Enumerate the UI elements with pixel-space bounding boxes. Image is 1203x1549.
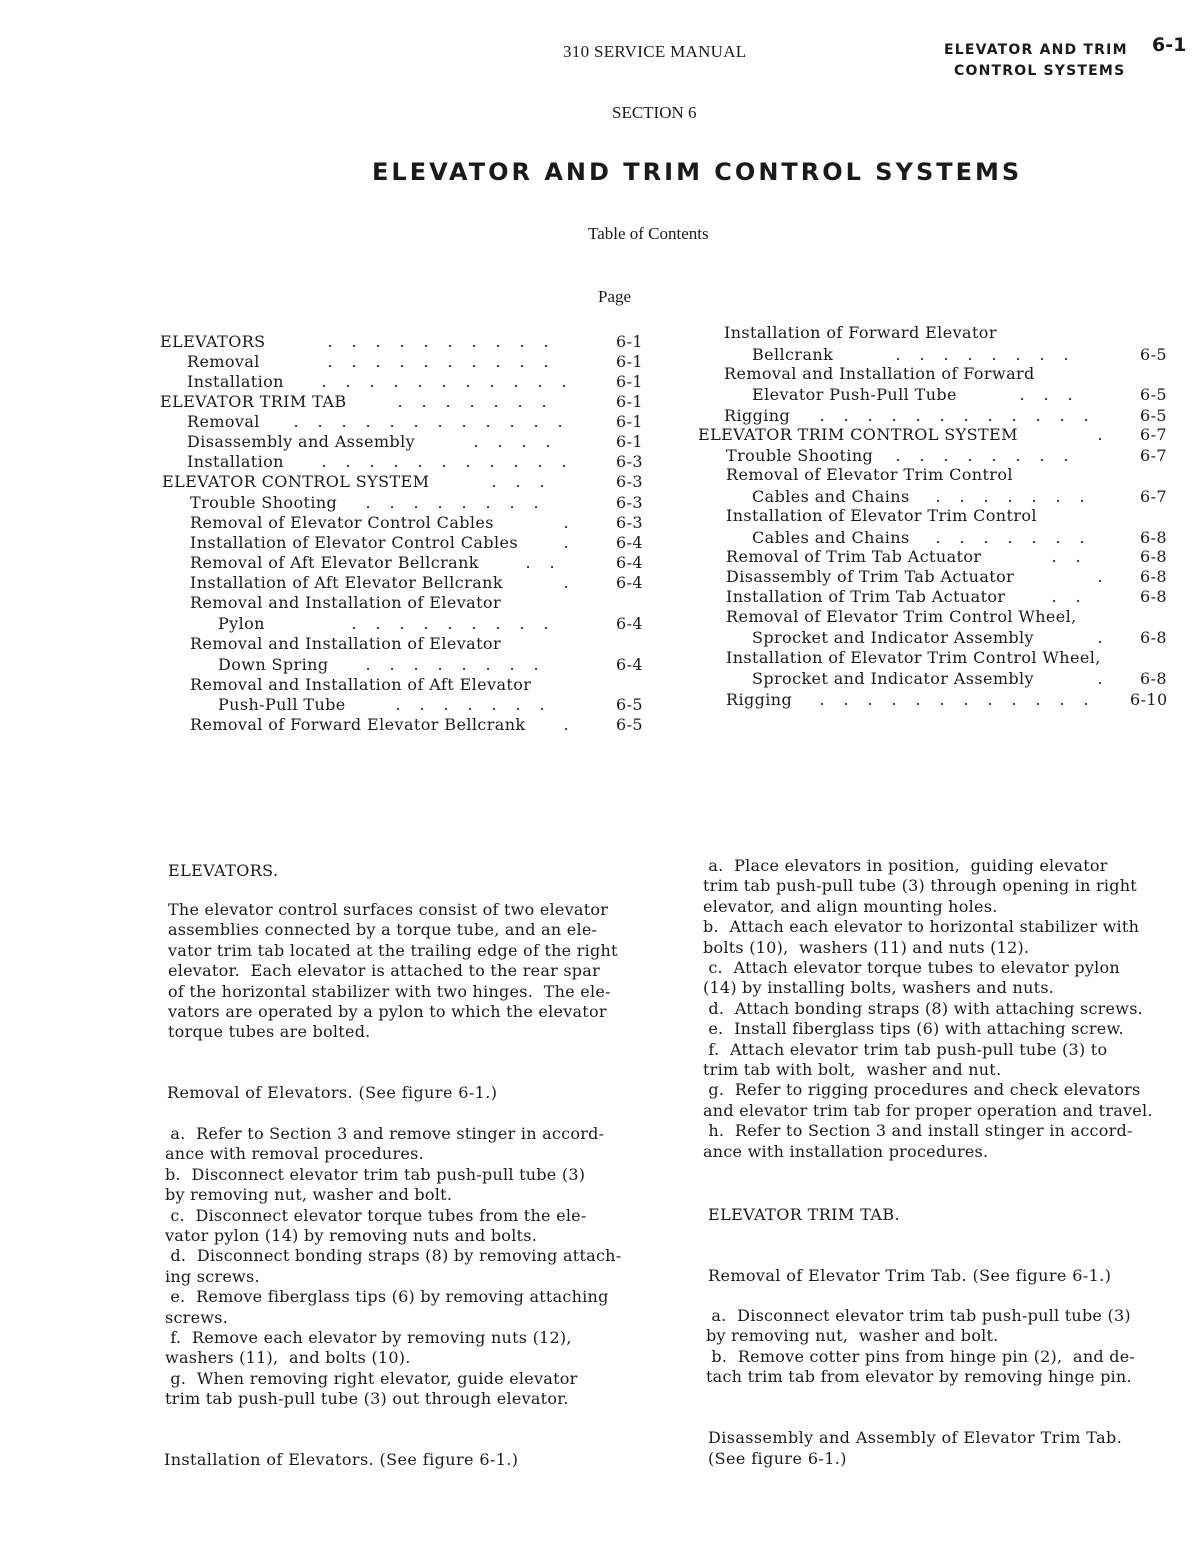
step-line: c. Disconnect elevator torque tubes from the ele-: [165, 1205, 587, 1225]
toc-entry-page: 6-7: [1140, 487, 1167, 506]
step-line: ance with removal procedures.: [165, 1144, 424, 1164]
section-label: SECTION 6: [612, 103, 697, 122]
paragraph-line: torque tubes are bolted.: [168, 1022, 371, 1042]
disassembly-heading-line2: (See figure 6-1.): [708, 1449, 847, 1468]
step-line: by removing nut, washer and bolt.: [706, 1326, 999, 1346]
toc-entry-page: 6-4: [616, 533, 643, 552]
step-line: ance with installation procedures.: [703, 1141, 989, 1161]
toc-entry-label: Disassembly and Assembly: [187, 432, 416, 451]
toc-entry-label: Rigging: [726, 690, 793, 709]
page-number: 6-1: [1152, 34, 1187, 56]
toc-entry-page: 6-8: [1140, 547, 1167, 566]
step-line: bolts (10), washers (11) and nuts (12).: [703, 937, 1030, 957]
step-line: a. Disconnect elevator trim tab push-pull tube (3): [706, 1306, 1131, 1325]
removal-steps: [165, 1124, 621, 1410]
toc-entry-label: Removal of Forward Elevator Bellcrank: [190, 715, 526, 734]
toc-entry-label: Sprocket and Indicator Assembly: [752, 669, 1034, 688]
toc-entry-page: 6-4: [616, 553, 643, 572]
step-line: (14) by installing bolts, washers and nuts.: [703, 978, 1055, 998]
installation-steps: [703, 856, 1153, 1162]
chapter-header-line1: ELEVATOR AND TRIM: [944, 42, 1128, 58]
step-line: a. Refer to Section 3 and remove stinger in accord-: [165, 1124, 605, 1143]
step-line: f. Remove each elevator by removing nuts (12),: [165, 1328, 572, 1348]
toc-entry-page: 6-1: [616, 352, 643, 371]
elevators-description: [168, 900, 618, 1043]
step-line: f. Attach elevator trim tab push-pull tube (3) to: [703, 1039, 1108, 1059]
toc-entry-label: Removal: [187, 412, 260, 431]
step-line: ing screws.: [165, 1266, 260, 1286]
elevator-trim-tab-heading: ELEVATOR TRIM TAB.: [708, 1205, 900, 1224]
installation-of-elevators-heading: Installation of Elevators. (See figure 6-1.): [164, 1450, 519, 1469]
toc-title: Table of Contents: [588, 224, 709, 243]
toc-entry-page: 6-10: [1130, 690, 1168, 709]
toc-entry-page: 6-1: [616, 372, 643, 391]
toc-entry-label: Elevator Push-Pull Tube: [752, 385, 957, 404]
toc-entry-label: ELEVATOR TRIM TAB: [160, 392, 347, 411]
step-line: vator pylon (14) by removing nuts and bolts.: [165, 1226, 538, 1246]
toc-entry-label: Pylon: [218, 614, 265, 633]
toc-entry-page: 6-8: [1140, 528, 1167, 547]
toc-entry-page: 6-5: [616, 715, 643, 734]
step-line: d. Disconnect bonding straps (8) by removing attach-: [165, 1246, 622, 1266]
toc-entry-page: 6-8: [1140, 669, 1167, 688]
step-line: g. When removing right elevator, guide elevator: [165, 1368, 578, 1388]
step-line: c. Attach elevator torque tubes to elevator pylon: [703, 958, 1120, 978]
removal-of-trim-tab-heading: Removal of Elevator Trim Tab. (See figure 6-1.): [708, 1266, 1112, 1285]
toc-entry-label: Removal and Installation of Elevator: [190, 634, 502, 653]
toc-entry-label: Removal: [187, 352, 260, 371]
toc-entry-label: Installation of Forward Elevator: [724, 323, 997, 342]
step-line: and elevator trim tab for proper operation and travel.: [703, 1100, 1153, 1120]
chapter-header: [944, 40, 1128, 82]
step-line: e. Remove fiberglass tips (6) by removing attaching: [165, 1287, 609, 1307]
step-line: b. Remove cotter pins from hinge pin (2), and de-: [706, 1346, 1136, 1366]
step-line: trim tab push-pull tube (3) out through elevator.: [165, 1389, 569, 1409]
paragraph-line: assemblies connected by a torque tube, and an ele-: [168, 920, 598, 940]
elevators-heading: ELEVATORS.: [168, 861, 279, 880]
toc-entry-label: Removal of Elevator Trim Control Wheel,: [726, 607, 1077, 626]
step-line: a. Place elevators in position, guiding elevator: [703, 856, 1108, 875]
toc-entry-page: 6-1: [616, 432, 643, 451]
step-line: by removing nut, washer and bolt.: [165, 1185, 453, 1205]
section-title: ELEVATOR AND TRIM CONTROL SYSTEMS: [372, 158, 1023, 186]
toc-entry-page: 6-7: [1140, 446, 1167, 465]
toc-page-column-label: Page: [598, 287, 632, 306]
toc-entry-page: 6-5: [616, 695, 643, 714]
toc-entry-page: 6-1: [616, 332, 643, 351]
toc-entry-label: Installation of Elevator Control Cables: [190, 533, 518, 552]
manual-title: 310 SERVICE MANUAL: [563, 42, 747, 61]
toc-entry-page: 6-8: [1140, 587, 1167, 606]
paragraph-line: of the horizontal stabilizer with two hinges. The ele-: [168, 981, 611, 1001]
toc-entry-page: 6-5: [1140, 385, 1167, 404]
toc-entry-label: Removal of Elevator Trim Control: [726, 465, 1013, 484]
toc-entry-label: Installation: [187, 372, 284, 391]
toc-entry-label: Removal and Installation of Aft Elevator: [190, 675, 532, 694]
toc-entry-page: 6-3: [616, 513, 643, 532]
toc-entry-page: 6-8: [1140, 567, 1167, 586]
step-line: d. Attach bonding straps (8) with attaching screws.: [703, 998, 1144, 1018]
toc-entry-page: 6-4: [616, 655, 643, 674]
toc-entry-label: Cables and Chains: [752, 528, 910, 547]
step-line: screws.: [165, 1307, 229, 1327]
paragraph-line: vator trim tab located at the trailing edge of the right: [168, 940, 618, 960]
toc-entry-page: 6-3: [616, 493, 643, 512]
toc-entry-label: Removal of Aft Elevator Bellcrank: [190, 553, 479, 572]
toc-entry-label: Trouble Shooting: [190, 493, 338, 512]
toc-entry-label: ELEVATOR TRIM CONTROL SYSTEM: [698, 425, 1018, 444]
toc-entry-label: ELEVATORS: [160, 332, 266, 351]
trim-tab-removal-steps: [706, 1306, 1135, 1388]
toc-entry-label: ELEVATOR CONTROL SYSTEM: [162, 472, 430, 491]
toc-entry-page: 6-7: [1140, 425, 1167, 444]
toc-entry-label: Bellcrank: [752, 345, 834, 364]
toc-entry-label: Removal of Trim Tab Actuator: [726, 547, 982, 566]
toc-entry-label: Removal and Installation of Forward: [724, 364, 1035, 383]
paragraph-line: The elevator control surfaces consist of two elevator: [168, 900, 609, 919]
step-line: g. Refer to rigging procedures and check elevators: [703, 1080, 1141, 1100]
toc-entry-page: 6-5: [1140, 345, 1167, 364]
toc-entry-label: Disassembly of Trim Tab Actuator: [726, 567, 1015, 586]
paragraph-line: vators are operated by a pylon to which the elevator: [168, 1002, 607, 1022]
toc-entry-label: Down Spring: [218, 655, 329, 674]
toc-entry-label: Removal of Elevator Control Cables: [190, 513, 494, 532]
toc-entry-page: 6-1: [616, 412, 643, 431]
toc-entry-page: 6-3: [616, 472, 643, 491]
toc-entry-page: 6-8: [1140, 628, 1167, 647]
toc-entry-page: 6-1: [616, 392, 643, 411]
toc-entry-label: Installation of Aft Elevator Bellcrank: [190, 573, 503, 592]
toc-entry-label: Push-Pull Tube: [218, 695, 346, 714]
toc-entry-page: 6-4: [616, 573, 643, 592]
step-line: b. Disconnect elevator trim tab push-pull tube (3): [165, 1164, 586, 1184]
toc-entry-label: Cables and Chains: [752, 487, 910, 506]
toc-entry-label: Installation of Elevator Trim Control: [726, 506, 1037, 525]
paragraph-line: elevator. Each elevator is attached to the rear spar: [168, 961, 600, 981]
toc-entry-label: Trouble Shooting: [726, 446, 874, 465]
toc-entry-page: 6-4: [616, 614, 643, 633]
toc-entry-label: Installation of Trim Tab Actuator: [726, 587, 1006, 606]
disassembly-heading-line1: Disassembly and Assembly of Elevator Trim Tab.: [708, 1428, 1123, 1447]
toc-entry-label: Rigging: [724, 406, 791, 425]
toc-entry-label: Installation: [187, 452, 284, 471]
step-line: tach trim tab from elevator by removing hinge pin.: [706, 1367, 1132, 1387]
toc-entry-label: Removal and Installation of Elevator: [190, 593, 502, 612]
chapter-header-line2: CONTROL SYSTEMS: [954, 63, 1126, 79]
step-line: elevator, and align mounting holes.: [703, 896, 998, 916]
toc-entry-label: Installation of Elevator Trim Control Wheel,: [726, 648, 1101, 667]
step-line: trim tab push-pull tube (3) through opening in right: [703, 876, 1137, 896]
step-line: washers (11), and bolts (10).: [165, 1348, 411, 1368]
step-line: b. Attach each elevator to horizontal stabilizer with: [703, 917, 1140, 937]
toc-entry-page: 6-5: [1140, 406, 1167, 425]
step-line: e. Install fiberglass tips (6) with attaching screw.: [703, 1019, 1124, 1039]
toc-entry-page: 6-3: [616, 452, 643, 471]
step-line: h. Refer to Section 3 and install stinger in accord-: [703, 1121, 1133, 1141]
removal-of-elevators-heading: Removal of Elevators. (See figure 6-1.): [167, 1083, 498, 1102]
toc-entry-label: Sprocket and Indicator Assembly: [752, 628, 1034, 647]
step-line: trim tab with bolt, washer and nut.: [703, 1060, 1002, 1080]
